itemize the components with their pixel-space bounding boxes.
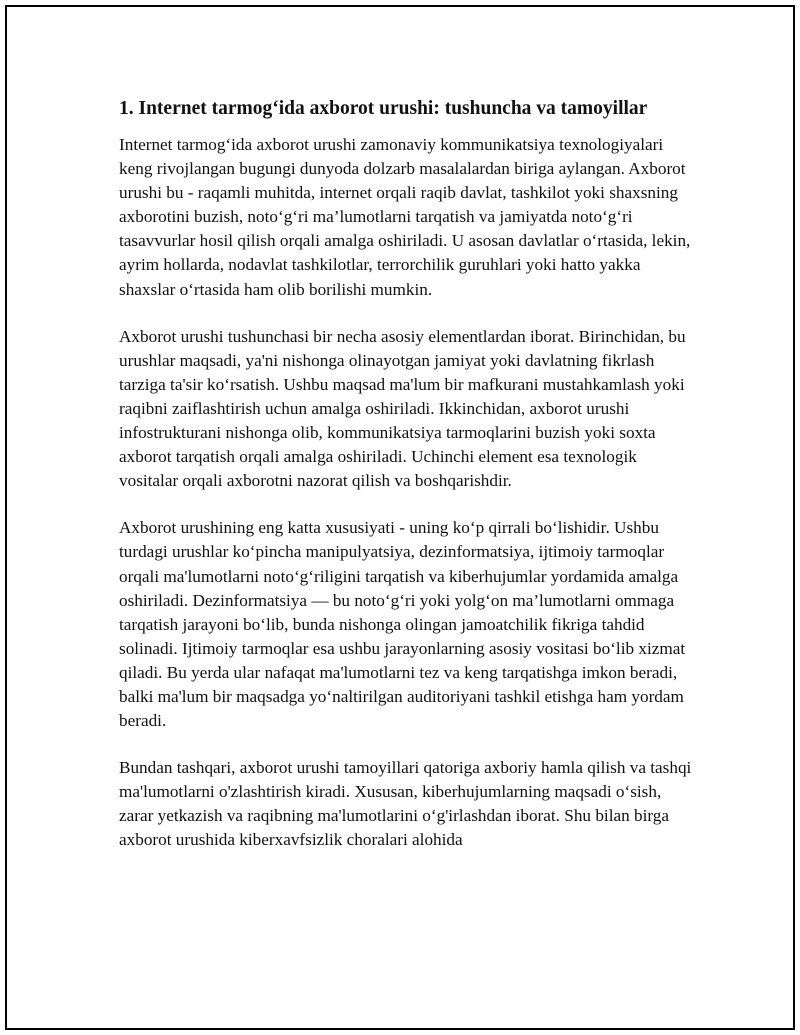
section-heading: 1. Internet tarmog‘ida axborot urushi: tushuncha va tamoyillar <box>119 98 648 119</box>
document-body <box>119 95 697 876</box>
paragraph-3: Axborot urushining eng katta xususiyati - uning ko‘p qirrali bo‘lishidir. Ushbu turdagi urushlar ko‘pincha manipulyatsiya, dezinformatsiya, ijtimoiy tarmoqlar orqali ma'lumotlarni noto‘g‘riligini tarqatish va kiberhujumlar yordamida amalga oshiriladi. Dezinformatsiya — bu noto‘g‘ri yoki yolg‘on ma’lumotlarni ommaga tarqatish jarayoni bo‘lib, bunda nishonga olingan jamoatchilik fikriga tahdid solinadi. Ijtimoiy tarmoqlar esa ushbu jarayonlarning asosiy vositasi bo‘lib xizmat qiladi. Bu yerda ular nafaqat ma'lumotlarni tez va keng tarqatishga imkon beradi, balki ma'lum bir maqsadga yo‘naltirilgan auditoriyani tashkil etishga ham yordam beradi. <box>119 518 686 731</box>
paragraph-2: Axborot urushi tushunchasi bir necha asosiy elementlardan iborat. Birinchidan, bu urushlar maqsadi, ya'ni nishonga olinayotgan jamiyat yoki davlatning fikrlash tarziga ta'sir ko‘rsatish. Ushbu maqsad ma'lum bir mafkurani mustahkamlash yoki raqibni zaiflashtirish uchun amalga oshiriladi. Ikkinchidan, axborot urushi infostrukturani nishonga olib, kommunikatsiya tarmoqlarini buzish yoki soxta axborot tarqatish orqali amalga oshiriladi. Uchinchi element esa texnologik vositalar orqali axborotni nazorat qilish va boshqarishdir. <box>119 326 686 491</box>
document-page <box>5 5 795 1030</box>
paragraph-1: Internet tarmog‘ida axborot urushi zamonaviy kommunikatsiya texnologiyalari keng rivojlangan bugungi dunyoda dolzarb masalalardan biriga aylangan. Axborot urushi bu - raqamli muhitda, internet orqali raqib davlat, tashkilot yoki shaxsning axborotini buzish, noto‘g‘ri ma’lumotlarni tarqatish va jamiyatda noto‘g‘ri tasavvurlar hosil qilish orqali amalga oshiriladi. U asosan davlatlar o‘rtasida, lekin, ayrim hollarda, nodavlat tashkilotlar, terrorchilik guruhlari yoki hatto yakka shaxslar o‘rtasida ham olib borilishi mumkin. <box>119 135 691 299</box>
paragraph-4: Bundan tashqari, axborot urushi tamoyillari qatoriga axboriy hamla qilish va tashqi ma'lumotlarni o'zlashtirish kiradi. Xususan, kiberhujumlarning maqsadi o‘sish, zarar yetkazish va raqibning ma'lumotlarini o‘g'irlashdan iborat. Shu bilan birga axborot urushida kiberxavfsizlik choralari alohida <box>119 758 692 850</box>
